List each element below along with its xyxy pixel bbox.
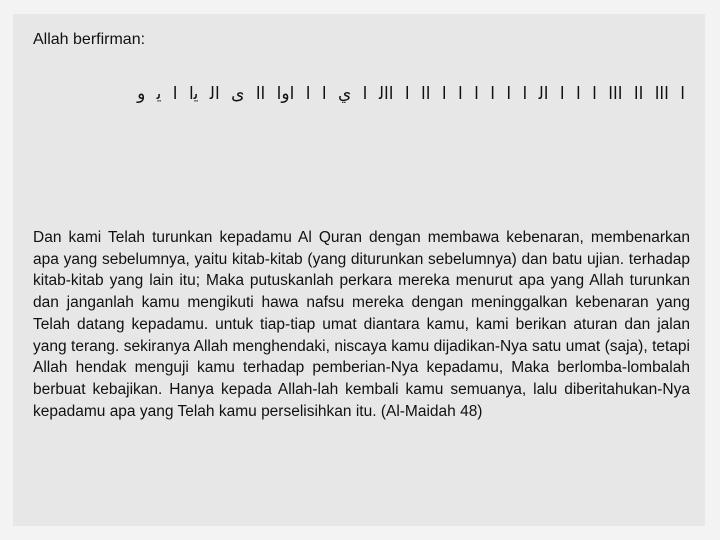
intro-text: Allah berfirman:	[33, 31, 146, 48]
arabic-verse: ﺍ ﺍﺍﺍ ﺍﺍ ﺍﺍﺍ ﺍ ﺍ ﺍ ﺍﻟ ﺍ ﺍ ﺍ ﺍ ﺍ ﺍ ﺍﺍ ﺍ ﺍﺍﻟ ﺍ ﻱ ﺍ ﺍ ﺍﻭﺍ ﺍﺍ ﻯ ﺍﻟ ﻳﺍ ﺍ ﻳ ﻭ	[137, 84, 685, 104]
translation-text: Dan kami Telah turunkan kepadamu Al Quran dengan membawa kebenaran, membenarkan apa yang sebelumnya, yaitu kitab-kitab (yang diturunkan sebelumnya) dan batu ujian. terhadap kitab-kitab yang lain itu; Maka putuskanlah perkara mereka menurut apa yang Allah turunkan dan janganlah kamu mengikuti hawa nafsu mereka dengan meninggalkan kebenaran yang Telah datang kepadamu. untuk tiap-tiap umat diantara kamu, kami berikan aturan dan jalan yang terang. sekiranya Allah menghendaki, niscaya kamu dijadikan-Nya satu umat (saja), tetapi Allah hendak menguji kamu terhadap pemberian-Nya kepadamu, Maka berlomba-lombalah berbuat kebajikan. Hanya kepada Allah-lah kembali kamu semuanya, lalu diberitahukan-Nya kepadamu apa yang Telah kamu perselisihkan itu. (Al-Maidah 48)	[33, 229, 690, 420]
slide-panel	[13, 14, 705, 526]
